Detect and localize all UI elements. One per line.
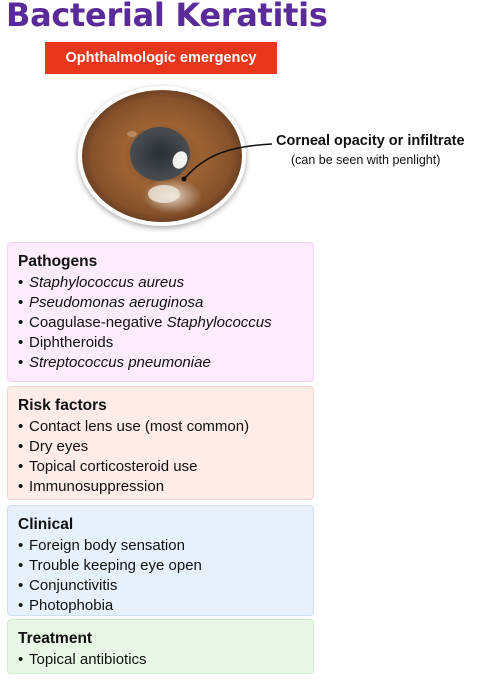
list-item: • Photophobia	[18, 597, 114, 614]
page-title: Bacterial Keratitis	[6, 0, 328, 34]
list-item: • Contact lens use (most common)	[18, 418, 250, 435]
list-item: • Pseudomonas aeruginosa	[18, 294, 204, 311]
callout-title: Corneal opacity or infiltrate	[276, 133, 465, 149]
list-item: • Trouble keeping eye open	[18, 557, 202, 574]
treatment-section	[7, 619, 314, 674]
list-item: • Foreign body sensation	[18, 537, 185, 554]
list-item: • Dry eyes	[18, 438, 89, 455]
list-item: • Diphtheroids	[18, 334, 114, 351]
eye-illustration	[74, 82, 252, 232]
callout-subtitle: (can be seen with penlight)	[291, 153, 441, 167]
list-item: • Conjunctivitis	[18, 577, 118, 594]
risk-factors-section	[7, 386, 314, 500]
list-item: • Streptococcus pneumoniae	[18, 354, 211, 371]
list-item: • Topical antibiotics	[18, 651, 147, 668]
risk-factors-heading: Risk factors	[18, 397, 107, 414]
treatment-heading: Treatment	[18, 630, 93, 647]
list-item: • Staphylococcus aureus	[18, 274, 185, 291]
list-item: • Coagulase-negative Staphylococcus	[18, 314, 272, 331]
list-item: • Topical corticosteroid use	[18, 458, 198, 475]
list-item: • Immunosuppression	[18, 478, 165, 495]
emergency-badge: Ophthalmologic emergency	[45, 42, 277, 74]
clinical-heading: Clinical	[18, 516, 74, 533]
pathogens-section	[7, 242, 314, 382]
pathogens-heading: Pathogens	[18, 253, 98, 270]
clinical-section	[7, 505, 314, 616]
